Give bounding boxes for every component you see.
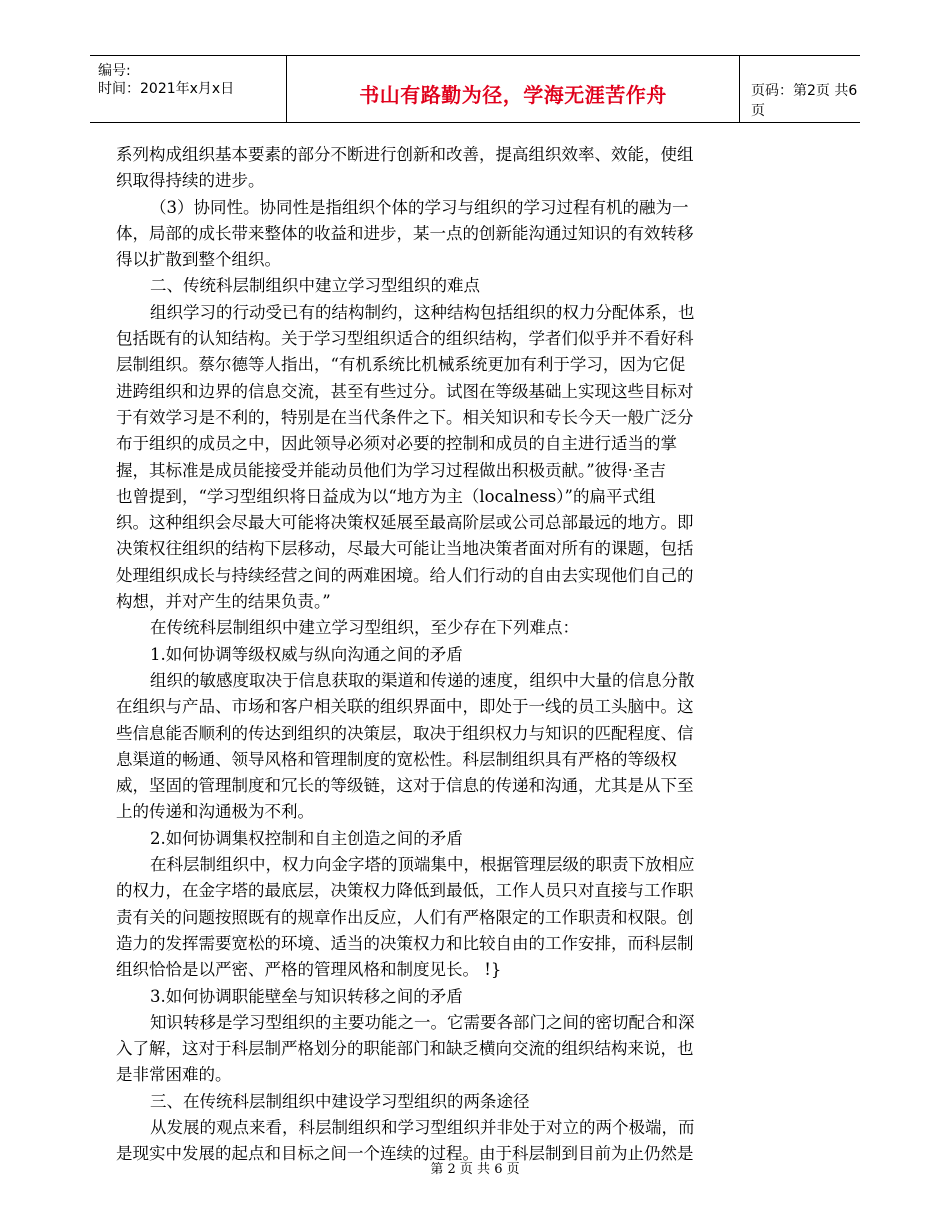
body-line: 是现实中发展的起点和目标之间一个连续的过程。由于科层制到目前为止仍然是 — [116, 1144, 694, 1164]
body-line: 布于组织的成员之中，因此领导必须对必要的控制和成员的自主进行适当的掌 — [116, 434, 677, 454]
body-line: 知识转移是学习型组织的主要功能之一。它需要各部门之间的密切配合和深 — [150, 1012, 695, 1032]
body-line: 责有关的问题按照既有的规章作出反应，人们有严格限定的工作职责和权限。创 — [116, 907, 694, 927]
document-body — [116, 142, 772, 1168]
body-line: 在传统科层制组织中建立学习型组织，至少存在下列难点： — [150, 618, 579, 638]
body-line: （3）协同性。协同性是指组织个体的学习与组织的学习过程有机的融为一 — [150, 197, 689, 217]
body-line: 从发展的观点来看，科层制组织和学习型组织并非处于对立的两个极端，而 — [150, 1117, 695, 1137]
body-line: 些信息能否顺利的传达到组织的决策层，取决于组织权力与知识的匹配程度、信 — [116, 723, 694, 743]
body-line: 入了解，这对于科层制严格划分的职能部门和缺乏横向交流的组织结构来说，也 — [116, 1039, 694, 1059]
subsection-heading: 1.如何协调等级权威与纵向沟通之间的矛盾 — [150, 644, 463, 664]
header-page-number: 页码：第2页 共6页 — [751, 83, 858, 119]
body-line: 组织的敏感度取决于信息获取的渠道和传递的速度，组织中大量的信息分散 — [150, 670, 695, 690]
body-line: 体，局部的成长带来整体的收益和进步，某一点的创新能沟通过知识的有效转移 — [116, 223, 694, 243]
body-line: 的权力，在金字塔的最底层，决策权力降低到最低，工作人员只对直接与工作职 — [116, 881, 694, 901]
body-line: 组织恰恰是以严密、严格的管理风格和制度见长。 !} — [116, 960, 502, 980]
body-line: 是非常困难的。 — [116, 1065, 232, 1085]
body-line: 威，坚固的管理制度和冗长的等级链，这对于信息的传递和沟通，尤其是从下至 — [116, 776, 694, 796]
body-line: 在科层制组织中，权力向金字塔的顶端集中，根据管理层级的职责下放相应 — [150, 855, 695, 875]
page-header — [90, 55, 860, 123]
body-line: 处理组织成长与持续经营之间的两难困境。给人们行动的自由去实现他们自己的 — [116, 565, 694, 585]
header-motto: 书山有路勤为径，学海无涯苦作舟 — [359, 83, 667, 107]
header-meta-cell — [90, 56, 286, 122]
subsection-heading: 3.如何协调职能壁垒与知识转移之间的矛盾 — [150, 986, 463, 1006]
body-line: 织。这种组织会尽最大可能将决策权延展至最高阶层或公司总部最远的地方。即 — [116, 513, 694, 533]
subsection-heading: 2.如何协调集权控制和自主创造之间的矛盾 — [150, 828, 463, 848]
body-line: 组织学习的行动受已有的结构制约，这种结构包括组织的权力分配体系，也 — [150, 302, 695, 322]
document-time-label: 时间：2021年x月x日 — [98, 81, 235, 97]
body-line: 系列构成组织基本要素的部分不断进行创新和改善，提高组织效率、效能，使组 — [116, 145, 694, 164]
body-line: 构想，并对产生的结果负责。” — [116, 592, 331, 612]
page-footer: 第 2 页 共 6 页 — [430, 1162, 520, 1177]
body-line: 包括既有的认知结构。关于学习型组织适合的组织结构，学者们似乎并不看好科 — [116, 329, 694, 349]
document-number-label: 编号: — [98, 63, 131, 79]
body-line: 于有效学习是不利的，特别是在当代条件之下。相关知识和专长今天一般广泛分 — [116, 407, 694, 427]
body-line: 息渠道的畅通、领导风格和管理制度的宽松性。科层制组织具有严格的等级权 — [116, 749, 677, 769]
header-motto-cell — [286, 56, 740, 122]
body-line: 造力的发挥需要宽松的环境、适当的决策权力和比较自由的工作安排，而科层制 — [116, 933, 694, 953]
section-heading: 三、在传统科层制组织中建设学习型组织的两条途径 — [150, 1091, 530, 1111]
body-line: 得以扩散到整个组织。 — [116, 250, 281, 270]
body-line: 在组织与产品、市场和客户相关联的组织界面中，即处于一线的员工头脑中。这 — [116, 697, 694, 717]
section-heading: 二、传统科层制组织中建立学习型组织的难点 — [150, 276, 480, 296]
body-line: 也曾提到，“学习型组织将日益成为以“地方为主（localness）”的扁平式组 — [116, 486, 656, 506]
body-line: 织取得持续的进步。 — [116, 171, 265, 191]
body-line: 决策权往组织的结构下层移动，尽最大可能让当地决策者面对所有的课题，包括 — [116, 539, 694, 559]
body-line: 握，其标准是成员能接受并能动员他们为学习过程做出积极贡献。”彼得·圣吉 — [116, 460, 666, 480]
body-line: 层制组织。蔡尔德等人指出，“有机系统比机械系统更加有利于学习，因为它促 — [116, 355, 686, 375]
body-line: 上的传递和沟通极为不利。 — [116, 802, 314, 822]
header-page-cell — [739, 56, 860, 122]
body-line: 进跨组织和边界的信息交流，甚至有些过分。试图在等级基础上实现这些目标对 — [116, 381, 694, 401]
